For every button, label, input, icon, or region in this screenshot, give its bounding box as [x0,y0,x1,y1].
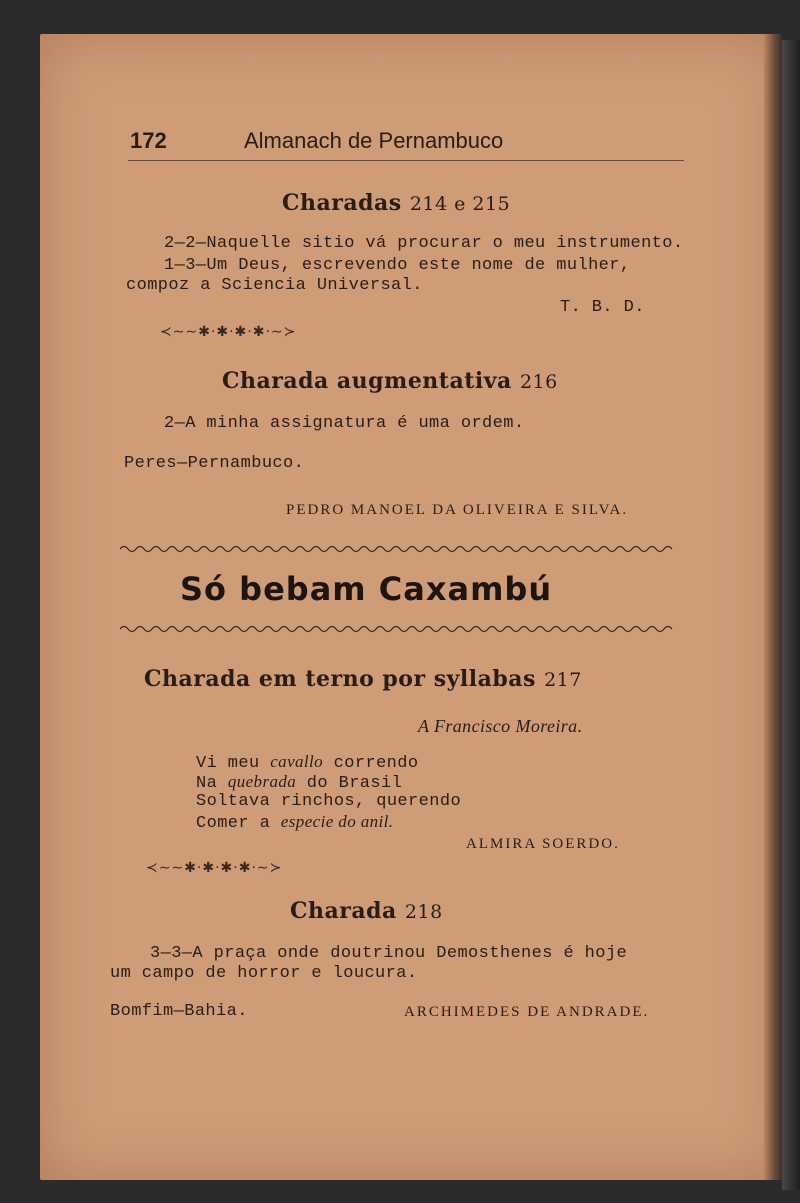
text-line: 1—3—Um Deus, escrevendo este nome de mulher, [164,256,631,275]
verse-line [196,792,461,811]
text-line: um campo de horror e loucura. [110,964,418,983]
heading-numbers: 216 [519,371,558,393]
page-gutter [764,34,782,1180]
section-heading-charadas [282,190,510,216]
verse-text: Comer a [196,814,281,833]
ornament-divider: ≺∼∼✱·✱·✱·✱·∼≻ [146,860,283,876]
verse-text: Na [196,774,228,793]
place-line: Peres—Pernambuco. [124,454,305,473]
signature: ALMIRA SOERDO. [466,836,620,852]
heading-text: Charada augmentativa [222,368,512,394]
wavy-rule [120,544,674,554]
verse-line [196,772,402,793]
signature: PEDRO MANOEL DA OLIVEIRA E SILVA. [286,502,629,518]
verse-text: Vi meu [196,754,271,773]
advert-headline: Só bebam Caxambú [180,570,553,608]
header-rule [128,160,684,161]
running-title: Almanach de Pernambuco [244,128,504,153]
page-number: 172 [130,128,167,153]
verse-line [196,752,418,773]
verse-text: do Brasil [296,774,403,793]
verse-text: Soltava rinchos, querendo [196,792,462,811]
verse-text: correndo [323,754,419,773]
verse-line [196,812,393,833]
section-heading-terno [144,666,582,692]
signature: ARCHIMEDES DE ANDRADE. [404,1004,650,1020]
section-heading-charada-218 [290,898,443,924]
text-line: 2—2—Naquelle sitio vá procurar o meu instrumento. [164,234,684,253]
ornament-divider: ≺∼∼✱·✱·✱·✱·∼≻ [160,324,297,340]
heading-text: Charadas [282,190,402,216]
wavy-rule [120,624,674,634]
heading-numbers: 214 e 215 [409,193,511,215]
place-line: Bomfim—Bahia. [110,1002,248,1021]
dedication: A Francisco Moreira. [418,716,583,736]
signature: T. B. D. [560,298,645,317]
text-line: 3—3—A praça onde doutrinou Demosthenes é hoje [150,944,628,963]
heading-numbers: 218 [404,901,443,923]
text-line: compoz a Sciencia Universal. [126,276,423,295]
verse-italic: cavallo [270,752,324,771]
heading-text: Charada em terno por syllabas [144,666,536,692]
book-edge [782,40,800,1190]
text-line: 2—A minha assignatura é uma ordem. [164,414,525,433]
heading-text: Charada [290,898,397,924]
heading-numbers: 217 [544,669,582,691]
verse-italic: especie do anil. [280,812,394,831]
verse-italic: quebrada [227,772,297,791]
section-heading-augmentativa [222,368,558,394]
